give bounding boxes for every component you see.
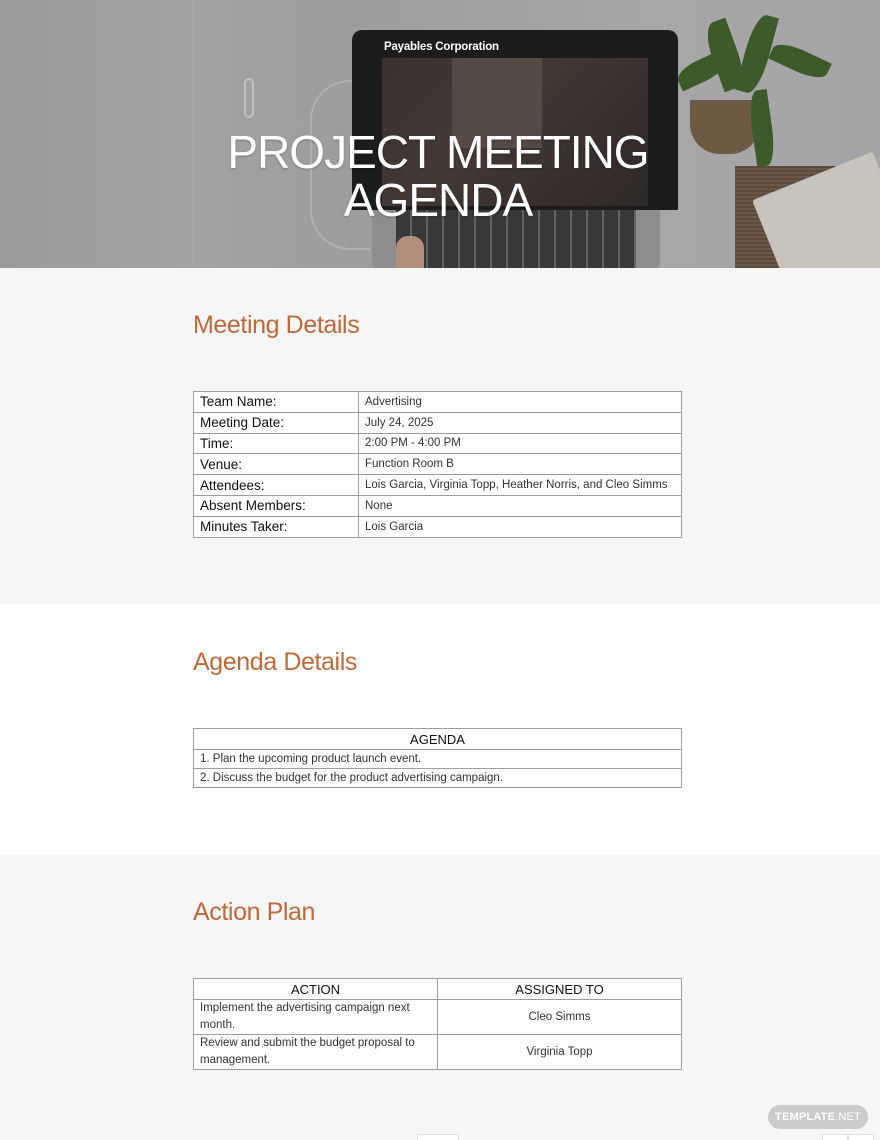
- hero-banner: [0, 0, 880, 268]
- row-value: July 24, 2025: [359, 412, 682, 433]
- meeting-details-heading: Meeting Details: [193, 311, 360, 339]
- table-row: [194, 392, 682, 413]
- row-label: Meeting Date:: [194, 412, 359, 433]
- table-row: [194, 495, 682, 516]
- plant-leaf-icon: [674, 50, 729, 91]
- table-row: [194, 412, 682, 433]
- agenda-table: [193, 728, 682, 788]
- table-header-row: [194, 729, 682, 750]
- watermark-brand: TEMPLATE: [775, 1111, 836, 1123]
- table-row: [194, 750, 682, 769]
- agenda-details-heading: Agenda Details: [193, 648, 357, 676]
- assigned-to-cell: Virginia Topp: [438, 1035, 682, 1070]
- table-row: [194, 769, 682, 788]
- table-row: [194, 516, 682, 537]
- action-cell: Implement the advertising campaign next month.: [194, 1000, 438, 1035]
- row-label: Absent Members:: [194, 495, 359, 516]
- agenda-item: 1. Plan the upcoming product launch event.: [194, 750, 682, 769]
- agenda-column-header: AGENDA: [194, 729, 682, 750]
- page-title-text: PROJECT MEETING AGENDA: [227, 126, 649, 226]
- action-cell: Review and submit the budget proposal to management.: [194, 1035, 438, 1070]
- meeting-details-section: [0, 268, 880, 604]
- table-row: [194, 433, 682, 454]
- action-column-header: ACTION: [194, 979, 438, 1000]
- row-label: Attendees:: [194, 475, 359, 496]
- assigned-to-column-header: ASSIGNED TO: [438, 979, 682, 1000]
- earbuds-image: [244, 78, 254, 118]
- table-row: [194, 1035, 682, 1070]
- agenda-item: 2. Discuss the budget for the product advertising campaign.: [194, 769, 682, 788]
- row-value: None: [359, 495, 682, 516]
- row-value: Lois Garcia, Virginia Topp, Heather Norris, and Cleo Simms: [359, 475, 682, 496]
- action-plan-section: [0, 855, 880, 1140]
- row-value: Advertising: [359, 392, 682, 413]
- page-indicator-box[interactable]: [417, 1134, 459, 1140]
- action-plan-heading: Action Plan: [193, 898, 316, 926]
- action-plan-table: [193, 978, 682, 1070]
- row-label: Time:: [194, 433, 359, 454]
- table-header-row: [194, 979, 682, 1000]
- row-label: Venue:: [194, 454, 359, 475]
- row-value: Function Room B: [359, 454, 682, 475]
- assigned-to-cell: Cleo Simms: [438, 1000, 682, 1035]
- plant-leaf-icon: [768, 38, 832, 83]
- agenda-details-section: [0, 604, 880, 855]
- watermark-tld: .NET: [835, 1111, 861, 1123]
- table-row: [194, 454, 682, 475]
- next-page-button[interactable]: [848, 1134, 874, 1140]
- row-value: Lois Garcia: [359, 516, 682, 537]
- page-title: [0, 128, 876, 224]
- meeting-details-table: [193, 391, 682, 538]
- hand-image: [396, 236, 424, 268]
- row-label: Team Name:: [194, 392, 359, 413]
- table-row: [194, 475, 682, 496]
- row-label: Minutes Taker:: [194, 516, 359, 537]
- row-value: 2:00 PM - 4:00 PM: [359, 433, 682, 454]
- company-name: Payables Corporation: [384, 41, 499, 53]
- table-row: [194, 1000, 682, 1035]
- prev-page-button[interactable]: [822, 1134, 848, 1140]
- template-net-watermark[interactable]: [768, 1105, 868, 1129]
